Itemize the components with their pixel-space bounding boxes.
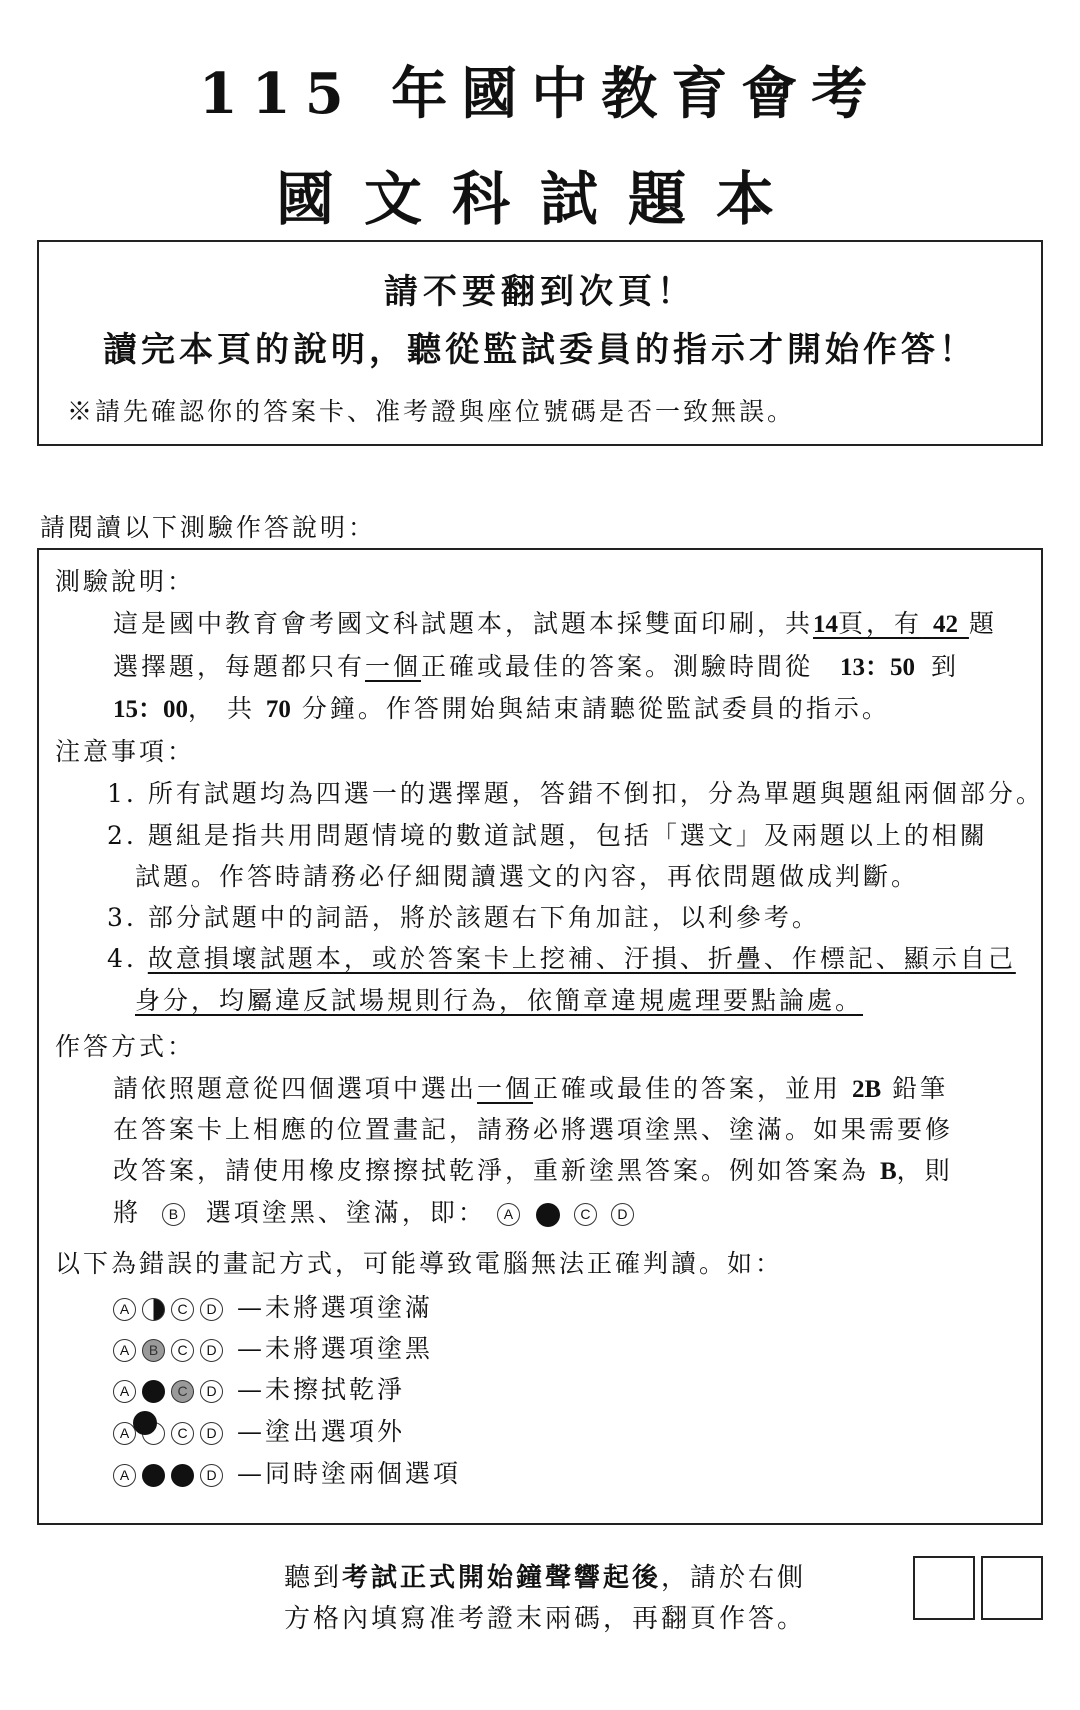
option-a-bubble: A (113, 1339, 136, 1362)
option-a-bubble: A (113, 1422, 136, 1445)
test-info-text: 正確或最佳的答案。測驗時間從 (421, 652, 814, 681)
answer-method-line-4 (113, 1193, 640, 1229)
notice-box (37, 240, 1043, 446)
test-info-text: 題 (968, 609, 997, 638)
answer-method-text: 鉛筆 (892, 1074, 949, 1103)
start-time: 13：50 (840, 654, 916, 681)
answer-method-heading: 作答方式： (55, 1032, 196, 1061)
option-c-bubble: C (171, 1422, 194, 1445)
footer-bold-text: 考試正式開始鐘聲響起後 (342, 1563, 662, 1593)
footer-text: ，請於右側 (661, 1563, 807, 1593)
answer-method-line-3 (113, 1151, 953, 1187)
wrong-mark-desc: —未將選項塗滿 (237, 1293, 434, 1322)
note-text: 故意損壞試題本，或於答案卡上挖補、汙損、折疊、作標記、顯示自己 (147, 944, 1016, 973)
wrong-mark-example (113, 1288, 433, 1324)
instructions-heading: 請閱讀以下測驗作答說明： (40, 513, 377, 542)
test-info-line-2 (113, 647, 959, 683)
filled-bubble-icon (142, 1380, 165, 1403)
test-info-text: 這是國中教育會考國文科試題本，試題本採雙面印刷，共 (113, 609, 814, 638)
overflow-bubble-icon (142, 1422, 165, 1445)
note-continuation: 試題。作答時請務必仔細閱讀選文的內容，再依問題做成判斷。 (135, 862, 920, 891)
question-count: 42 (932, 611, 958, 638)
filled-bubble-icon (171, 1464, 194, 1487)
wrong-mark-example (113, 1370, 405, 1406)
pencil-type: 2B (852, 1076, 882, 1103)
option-d-bubble: D (200, 1298, 223, 1321)
end-time: 15：00 (113, 696, 189, 723)
notes-heading: 注意事項： (55, 737, 196, 766)
note-text: 所有試題均為四選一的選擇題，答錯不倒扣，分為單題與題組兩個部分。 (147, 779, 1044, 808)
instructions-box (37, 548, 1043, 1525)
notice-verify-card: ※請先確認你的答案卡、准考證與座位號碼是否一致無誤。 (67, 397, 796, 426)
option-a-bubble: A (113, 1380, 136, 1403)
note-number: 4. (107, 944, 137, 973)
test-info-text: 到 (931, 652, 960, 681)
wrong-mark-desc: —未將選項塗黑 (237, 1334, 434, 1363)
note-number: 1. (107, 779, 137, 808)
admission-digit-box-1[interactable] (913, 1556, 975, 1620)
answer-method-text: 改答案，請使用橡皮擦擦拭乾淨，重新塗黑答案。例如答案為 (113, 1156, 870, 1185)
exam-title: 115 年國中教育會考 (198, 61, 882, 127)
option-d-bubble: D (611, 1203, 634, 1226)
footer-text: 聽到 (284, 1563, 343, 1593)
note-number: 3. (107, 903, 137, 932)
wrong-mark-desc: —同時塗兩個選項 (237, 1459, 462, 1488)
option-c-bubble: C (574, 1203, 597, 1226)
answer-method-line-2: 在答案卡上相應的位置畫記，請務必將選項塗黑、塗滿。如果需要修 (113, 1115, 954, 1144)
wrong-marks-heading: 以下為錯誤的畫記方式，可能導致電腦無法正確判讀。如： (55, 1249, 784, 1278)
note-text: 部分試題中的詞語，將於該題右下角加註，以利參考。 (147, 903, 820, 932)
test-info-text: 頁，有 (838, 609, 923, 638)
option-b-gray-bubble: B (142, 1339, 165, 1362)
option-c-bubble: C (171, 1298, 194, 1321)
note-item (107, 939, 1016, 975)
test-info-heading: 測驗說明： (55, 567, 196, 596)
wrong-mark-example (113, 1329, 433, 1365)
note-item (107, 816, 988, 852)
test-info-line-3 (113, 689, 890, 725)
underlined-one: 一個 (365, 652, 422, 681)
wrong-mark-example (113, 1412, 405, 1448)
footer-line-1 (284, 1557, 806, 1594)
wrong-mark-example (113, 1454, 461, 1490)
half-filled-bubble-icon (142, 1298, 165, 1321)
test-info-text: 選擇題，每題都只有 (113, 652, 366, 681)
underlined-one: 一個 (477, 1074, 534, 1103)
filled-bubble-icon (142, 1464, 165, 1487)
test-info-line-1 (113, 604, 997, 640)
option-d-bubble: D (200, 1339, 223, 1362)
subject-title: 國文科試題本 (275, 165, 804, 233)
duration-minutes: 70 (265, 696, 291, 723)
wrong-mark-desc: —未擦拭乾淨 (237, 1375, 406, 1404)
note-text: 題組是指共用問題情境的數道試題，包括「選文」及兩題以上的相關 (147, 821, 988, 850)
option-a-bubble: A (497, 1203, 520, 1226)
test-info-text: 分鐘。作答開始與結束請聽從監試委員的指示。 (301, 694, 890, 723)
option-a-bubble: A (113, 1464, 136, 1487)
answer-method-text: 選項塗黑、塗滿，即： (205, 1198, 486, 1227)
answer-method-text: 將 (113, 1198, 142, 1227)
answer-method-line-1 (113, 1069, 948, 1105)
option-d-bubble: D (200, 1422, 223, 1445)
option-b-bubble: B (162, 1203, 185, 1226)
admission-digit-box-2[interactable] (981, 1556, 1043, 1620)
test-info-text: ， 共 (188, 694, 255, 723)
wrong-mark-desc: —塗出選項外 (237, 1417, 406, 1446)
note-continuation (135, 981, 863, 1017)
option-c-bubble: C (171, 1339, 194, 1362)
note-item (107, 774, 1044, 810)
note-number: 2. (107, 821, 137, 850)
page-count: 14 (813, 611, 839, 638)
option-a-bubble: A (113, 1298, 136, 1321)
answer-method-text: 請依照題意從四個選項中選出 (113, 1074, 478, 1103)
notice-read-instructions: 讀完本頁的說明，聽從監試委員的指示才開始作答！ (103, 330, 977, 370)
footer-line-2: 方格內填寫准考證末兩碼，再翻頁作答。 (284, 1604, 807, 1634)
answer-method-text: 正確或最佳的答案，並用 (533, 1074, 842, 1103)
note-item (107, 898, 820, 934)
option-d-bubble: D (200, 1464, 223, 1487)
answer-method-text: ，則 (896, 1156, 953, 1185)
option-c-gray-bubble: C (171, 1380, 194, 1403)
option-d-bubble: D (200, 1380, 223, 1403)
example-answer: B (879, 1158, 897, 1185)
note-text: 身分，均屬違反試場規則行為，依簡章違規處理要點論處。 (135, 986, 864, 1015)
notice-do-not-turn: 請不要翻到次頁！ (384, 272, 696, 312)
filled-bubble-icon (536, 1203, 560, 1227)
